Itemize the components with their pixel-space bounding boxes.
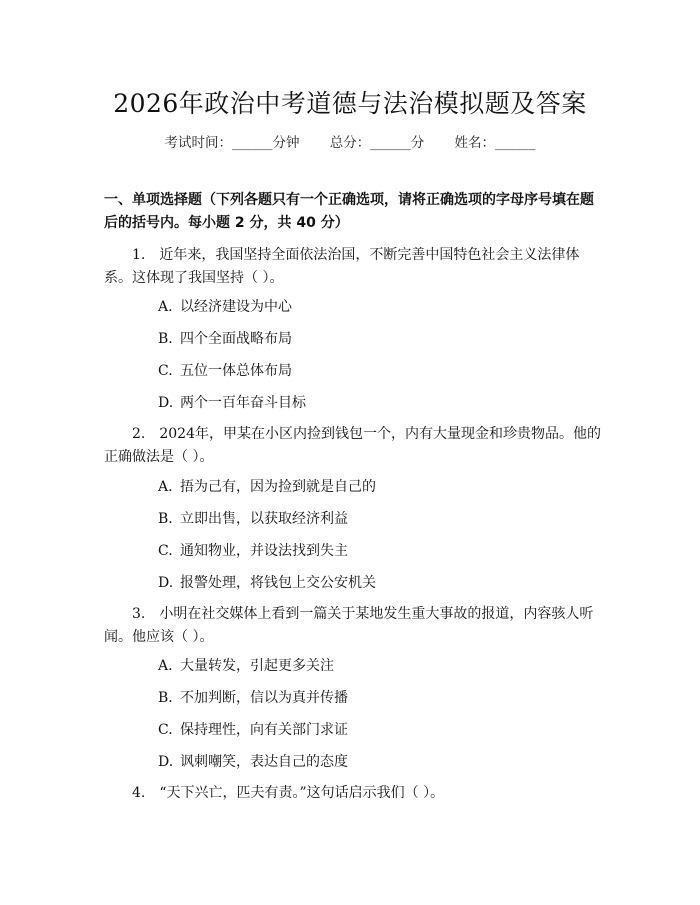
question-text: 小明在社交媒体上看到一篇关于某地发生重大事故的报道，内容骇人听闻。他应该（ ）。 xyxy=(104,606,594,645)
question-3 xyxy=(104,603,604,648)
option-1c xyxy=(158,360,292,380)
option-letter: D. xyxy=(158,754,174,770)
option-text: 保持理性，向有关部门求证 xyxy=(180,722,348,738)
option-text: 不加判断，信以为真并传播 xyxy=(180,690,348,706)
question-number: 4. xyxy=(132,785,146,801)
option-2c xyxy=(158,540,348,560)
option-letter: A. xyxy=(158,479,173,495)
option-text: 立即出售，以获取经济利益 xyxy=(180,511,348,527)
question-4 xyxy=(104,782,604,805)
option-text: 大量转发，引起更多关注 xyxy=(180,658,334,674)
exam-meta xyxy=(0,131,700,151)
option-3d xyxy=(158,751,348,771)
option-3a xyxy=(158,655,334,675)
option-letter: B. xyxy=(158,690,173,706)
option-2b xyxy=(158,508,348,528)
option-text: 五位一体总体布局 xyxy=(180,363,292,379)
option-letter: A. xyxy=(158,658,173,674)
option-letter: C. xyxy=(158,363,173,379)
question-text: 2024年，甲某在小区内捡到钱包一个，内有大量现金和珍贵物品。他的正确做法是（ ）。 xyxy=(104,426,601,465)
option-letter: D. xyxy=(158,575,174,591)
option-1d xyxy=(158,392,306,412)
question-text: “天下兴亡，匹夫有责。”这句话启示我们（ ）。 xyxy=(159,785,445,801)
option-letter: A. xyxy=(158,299,173,315)
question-1 xyxy=(104,244,604,289)
exam-time: 考试时间：______分钟 xyxy=(164,135,300,151)
option-letter: C. xyxy=(158,722,173,738)
question-2 xyxy=(104,423,604,468)
option-letter: B. xyxy=(158,511,173,527)
question-number: 1. xyxy=(132,247,146,263)
option-3c xyxy=(158,719,348,739)
question-number: 2. xyxy=(132,426,146,442)
section-heading: 一、单项选择题（下列各题只有一个正确选项，请将正确选项的字母序号填在题后的括号内。每小题 2 分，共 40 分） xyxy=(104,192,594,231)
option-1b xyxy=(158,328,292,348)
option-2a xyxy=(158,476,376,496)
option-text: 报警处理，将钱包上交公安机关 xyxy=(180,575,376,591)
option-text: 讽刺嘲笑，表达自己的态度 xyxy=(180,754,348,770)
option-letter: C. xyxy=(158,543,173,559)
option-text: 四个全面战略布局 xyxy=(180,331,292,347)
option-text: 以经济建设为中心 xyxy=(180,299,292,315)
total-score: 总分：______分 xyxy=(329,135,425,151)
page-title: 2026年政治中考道德与法治模拟题及答案 xyxy=(113,89,587,118)
option-3b xyxy=(158,687,348,707)
student-name: 姓名：______ xyxy=(454,135,536,151)
option-text: 通知物业，并设法找到失主 xyxy=(180,543,348,559)
option-text: 捂为己有，因为捡到就是自己的 xyxy=(180,479,376,495)
question-number: 3. xyxy=(132,606,146,622)
option-2d xyxy=(158,572,376,592)
option-1a xyxy=(158,296,292,316)
option-letter: D. xyxy=(158,395,174,411)
option-letter: B. xyxy=(158,331,173,347)
option-text: 两个一百年奋斗目标 xyxy=(180,395,306,411)
question-text: 近年来，我国坚持全面依法治国，不断完善中国特色社会主义法律体系。这体现了我国坚持（ ）。 xyxy=(104,247,580,286)
